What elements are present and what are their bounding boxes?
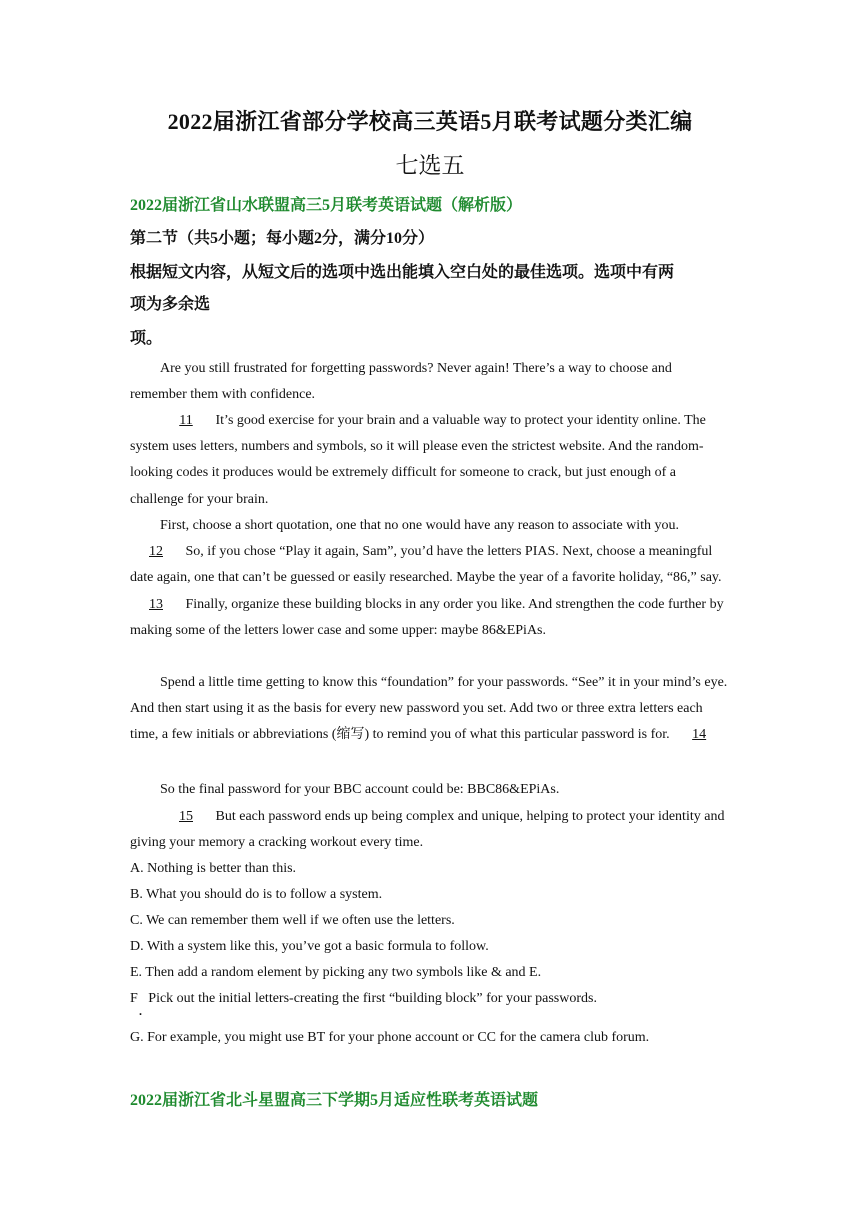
passage-paragraph-4: [130, 670, 732, 749]
option-e: E. Then add a random element by picking any two symbols like & and E.: [130, 965, 542, 980]
option-f-dot: .: [139, 1004, 142, 1018]
passage-paragraph-3: [130, 513, 732, 644]
blank-11: 11: [179, 413, 193, 428]
paragraph-text: First, choose a short quotation, one that no one would have any reason to associate with you.: [160, 518, 680, 533]
paragraph-text: Finally, organize these building blocks in any order you like. And strengthen the code further by making some of the letters lower case and some upper: maybe 86&EPiAs.: [130, 596, 724, 638]
paragraph-text: So, if you chose “Play it again, Sam”, you’d have the letters PIAS. Next, choose a meaningful date again, one that can’t be guessed or easily researched. Maybe the year of a favorite holiday, “86,” say.: [130, 544, 722, 586]
option-a: A. Nothing is better than this.: [130, 861, 297, 876]
blank-12: 12: [149, 544, 163, 560]
blank-15: 15: [179, 809, 193, 824]
paragraph-text: Spend a little time getting to know this “foundation” for your passwords. “See” it in your mind’s eye. And then start using it as the basis for every new password you set. Add two or three extra letters each time, a few initials or abbreviations (缩写) to remind you of what this particular password is for.: [130, 675, 728, 743]
document-title: 2022届浙江省部分学校高三英语5月联考试题分类汇编: [167, 109, 693, 134]
option-b: B. What you should do is to follow a system.: [130, 887, 383, 902]
instructions-line-2: 项为多余选: [130, 296, 211, 313]
paragraph-text: Are you still frustrated for forgetting passwords? Never again! There’s a way to choose and remember them with confidence.: [130, 361, 672, 403]
passage-paragraph-6: [130, 804, 732, 856]
paragraph-text: But each password ends up being complex and unique, helping to protect your identity and giving your memory a cracking workout every time.: [130, 809, 725, 851]
option-c: C. We can remember them well if we often use the letters.: [130, 913, 455, 928]
document-subtitle: 七选五: [395, 153, 465, 178]
passage-paragraph-5: [130, 777, 732, 803]
section-heading-beidouxing: 2022届浙江省北斗星盟高三下学期5月适应性联考英语试题: [130, 1092, 539, 1109]
blank-14: 14: [692, 727, 707, 743]
option-d: D. With a system like this, you’ve got a basic formula to follow.: [130, 939, 489, 954]
paragraph-text: It’s good exercise for your brain and a valuable way to protect your identity online. The system uses letters, numbers and symbols, so it will please even the strictest website. And the random-looking codes it produces would be extremely difficult for someone to crack, but just enough of a challenge for your brain.: [130, 413, 706, 507]
part-label: 第二节（共5小题；每小题2分，满分10分）: [130, 230, 435, 247]
blank-13: 13: [149, 596, 163, 612]
section-heading-shanshui: 2022届浙江省山水联盟高三5月联考英语试题（解析版）: [130, 197, 523, 214]
option-f: F Pick out the initial letters-creating the first “building block” for your passwords.: [130, 991, 597, 1006]
option-g: G. For example, you might use BT for your phone account or CC for the camera club forum.: [130, 1030, 650, 1045]
instructions-line-3: 项。: [130, 330, 163, 347]
paragraph-text: So the final password for your BBC account could be: BBC86&EPiAs.: [160, 782, 560, 797]
passage-paragraph-1: [130, 356, 732, 408]
passage-paragraph-2: [130, 408, 732, 513]
instructions-line-1: 根据短文内容，从短文后的选项中选出能填入空白处的最佳选项。选项中有两: [130, 264, 675, 281]
